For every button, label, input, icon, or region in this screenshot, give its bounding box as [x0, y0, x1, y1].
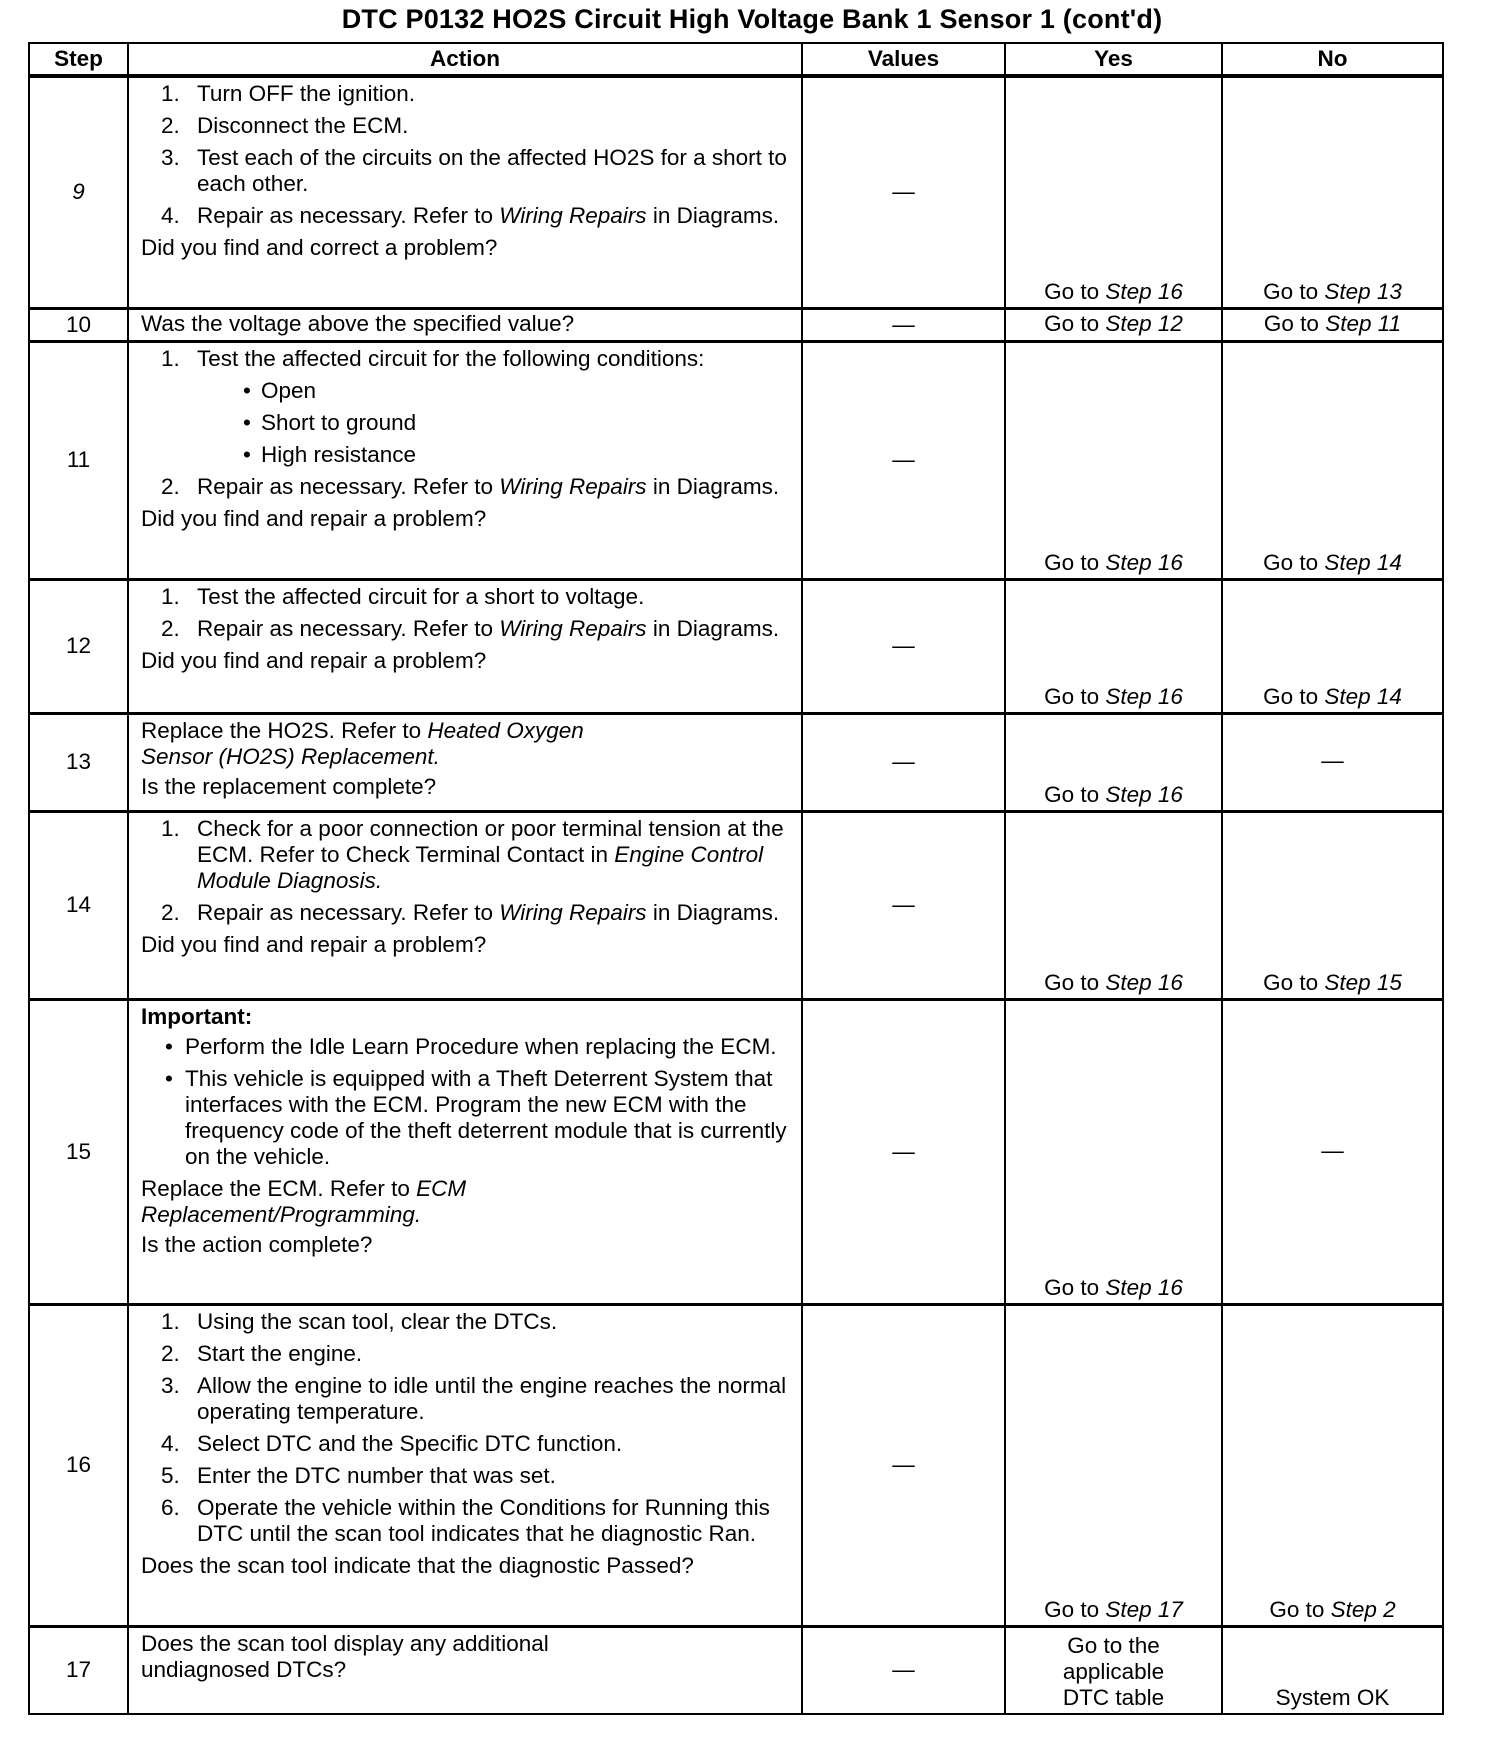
table-row-step-11	[29, 341, 1443, 579]
action-cell	[128, 1304, 802, 1626]
values-cell: —	[802, 713, 1005, 811]
step-text: in Diagrams.	[646, 473, 780, 499]
table-row-step-16	[29, 1304, 1443, 1626]
step-index: 4.	[161, 203, 180, 228]
step-text: in Diagrams.	[646, 615, 780, 641]
step-index: 2.	[161, 113, 180, 138]
action-step	[141, 1431, 795, 1457]
action-step	[141, 1495, 795, 1547]
action-step	[141, 346, 795, 468]
action-step	[141, 203, 795, 229]
step-index: 1.	[161, 815, 180, 841]
step-index: 3.	[161, 145, 180, 170]
reference-link-text: Wiring Repairs	[499, 473, 647, 499]
step-number: 10	[29, 308, 128, 341]
step-index: 5.	[161, 1462, 180, 1488]
action-cell	[128, 579, 802, 713]
action-cell	[128, 1626, 802, 1714]
step-index: 1.	[161, 1308, 180, 1334]
diagnostic-table	[28, 42, 1444, 1715]
step-reference: Step 11	[1325, 310, 1402, 336]
yes-cell	[1005, 308, 1222, 341]
step-reference: Step 15	[1324, 969, 1402, 995]
action-steps	[141, 81, 795, 229]
question-text: Is the replacement complete?	[141, 773, 437, 799]
action-step	[141, 900, 795, 926]
question-text: Is the action complete?	[141, 1231, 373, 1257]
table-header-row	[29, 43, 1443, 76]
reference-link-text: Wiring Repairs	[499, 203, 647, 228]
yes-cell: Go to the applicable DTC table	[1005, 1626, 1222, 1714]
action-step	[141, 474, 795, 500]
header-action: Action	[128, 43, 802, 76]
action-steps	[141, 346, 795, 500]
action-step	[141, 616, 795, 642]
question-text: Did you find and repair a problem?	[141, 505, 487, 531]
step-reference: Step 14	[1324, 683, 1402, 709]
condition-list	[197, 378, 795, 468]
condition-item: • Short to ground	[197, 410, 795, 436]
header-yes: Yes	[1005, 43, 1222, 76]
step-index: 3.	[161, 1372, 180, 1398]
question-text: Did you find and repair a problem?	[141, 647, 487, 673]
step-index: 2.	[161, 1340, 180, 1366]
no-cell	[1222, 1304, 1443, 1626]
values-cell: —	[802, 1304, 1005, 1626]
values-cell: —	[802, 811, 1005, 999]
header-step: Step	[29, 43, 128, 76]
action-steps	[141, 816, 795, 926]
step-number: 13	[29, 713, 128, 811]
reference-link-text: Wiring Repairs	[499, 899, 647, 925]
values-cell: —	[802, 76, 1005, 308]
step-index: 1.	[161, 583, 180, 609]
goto-text: Go to	[1044, 1596, 1106, 1622]
action-cell	[128, 341, 802, 579]
goto-text: Go to	[1044, 969, 1106, 995]
important-notes	[141, 1034, 795, 1170]
action-step	[141, 113, 795, 139]
question-text: Did you find and correct a problem?	[141, 235, 498, 260]
yes-cell	[1005, 579, 1222, 713]
step-number: 9	[29, 76, 128, 308]
action-cell	[128, 999, 802, 1304]
no-cell: System OK	[1222, 1626, 1443, 1714]
goto-text: Go to	[1269, 1596, 1331, 1622]
important-note: • Perform the Idle Learn Procedure when replacing the ECM.	[141, 1034, 795, 1060]
action-step	[141, 816, 795, 894]
step-reference: Step 16	[1105, 1274, 1183, 1300]
action-step	[141, 81, 795, 107]
no-cell	[1222, 341, 1443, 579]
step-text: Repair as necessary. Refer to	[197, 203, 500, 228]
step-reference: Step 12	[1105, 310, 1183, 336]
goto-text: Go to	[1044, 683, 1106, 709]
question-text: Does the scan tool display any additional undiagnosed DTCs?	[141, 1630, 549, 1682]
goto-text: Go to	[1044, 781, 1106, 807]
action-text	[141, 1176, 601, 1228]
goto-text: Go to	[1044, 310, 1106, 336]
table-row-step-15	[29, 999, 1443, 1304]
values-cell: —	[802, 1626, 1005, 1714]
action-text-plain: Replace the HO2S. Refer to	[141, 717, 428, 743]
step-text: Turn OFF the ignition.	[197, 81, 416, 106]
step-text: Repair as necessary. Refer to	[197, 473, 500, 499]
header-values: Values	[802, 43, 1005, 76]
step-index: 2.	[161, 473, 180, 499]
step-number: 17	[29, 1626, 128, 1714]
step-number: 14	[29, 811, 128, 999]
goto-text: Go to	[1263, 278, 1325, 304]
action-cell	[128, 308, 802, 341]
step-text: Operate the vehicle within the Conditions for Running this DTC until the scan tool indicates that he diagnostic Ran.	[197, 1494, 770, 1546]
condition-item: • High resistance	[197, 442, 795, 468]
no-cell	[1222, 579, 1443, 713]
step-text: Test each of the circuits on the affected HO2S for a short to each other.	[197, 145, 787, 196]
step-text: Test the affected circuit for a short to voltage.	[197, 583, 645, 609]
yes-cell	[1005, 999, 1222, 1304]
question-text: Was the voltage above the specified value?	[141, 310, 575, 336]
action-cell	[128, 713, 802, 811]
action-step	[141, 1341, 795, 1367]
step-text: in Diagrams.	[646, 899, 780, 925]
reference-link-text: Engine Control Module Diagnosis.	[197, 841, 764, 893]
step-reference: Step 16	[1105, 683, 1183, 709]
step-index: 1.	[161, 81, 180, 106]
no-cell: —	[1222, 713, 1443, 811]
goto-text: Go to	[1263, 310, 1326, 336]
step-reference: Step 14	[1324, 549, 1402, 575]
values-cell: —	[802, 308, 1005, 341]
important-label: Important:	[141, 1003, 253, 1029]
table-row-step-12	[29, 579, 1443, 713]
values-cell: —	[802, 579, 1005, 713]
yes-cell	[1005, 713, 1222, 811]
table-row-step-17	[29, 1626, 1443, 1714]
action-step	[141, 1309, 795, 1335]
step-number: 16	[29, 1304, 128, 1626]
action-text-plain: Replace the ECM. Refer to	[141, 1175, 417, 1201]
step-reference: Step 16	[1105, 549, 1183, 575]
goto-text: Go to	[1263, 969, 1325, 995]
action-step	[141, 584, 795, 610]
step-index: 2.	[161, 899, 180, 925]
goto-text: Go to	[1263, 683, 1325, 709]
table-row-step-9	[29, 76, 1443, 308]
step-text: Allow the engine to idle until the engine reaches the normal operating temperature.	[197, 1372, 787, 1424]
action-step	[141, 1373, 795, 1425]
action-steps	[141, 584, 795, 642]
step-text: Repair as necessary. Refer to	[197, 615, 500, 641]
step-text: Disconnect the ECM.	[197, 113, 409, 138]
yes-cell	[1005, 1304, 1222, 1626]
question-text: Did you find and repair a problem?	[141, 931, 487, 957]
step-number: 15	[29, 999, 128, 1304]
values-cell: —	[802, 341, 1005, 579]
step-index: 4.	[161, 1430, 180, 1456]
important-note: • This vehicle is equipped with a Theft Deterrent System that interfaces with the ECM. Program the new ECM with the frequency code of the theft deterrent module that is currently on the vehicle.	[141, 1066, 795, 1170]
action-text	[141, 718, 641, 770]
step-reference: Step 16	[1105, 781, 1183, 807]
table-row-step-13	[29, 713, 1443, 811]
step-number: 11	[29, 341, 128, 579]
header-no: No	[1222, 43, 1443, 76]
action-cell	[128, 76, 802, 308]
reference-link-text: Wiring Repairs	[499, 615, 647, 641]
action-cell	[128, 811, 802, 999]
values-cell: —	[802, 999, 1005, 1304]
step-index: 1.	[161, 345, 180, 371]
yes-cell	[1005, 811, 1222, 999]
goto-text: Go to	[1263, 549, 1325, 575]
no-cell: —	[1222, 999, 1443, 1304]
yes-cell	[1005, 76, 1222, 308]
no-cell	[1222, 308, 1443, 341]
step-text: Using the scan tool, clear the DTCs.	[197, 1308, 558, 1334]
goto-text: Go to	[1044, 1274, 1106, 1300]
question-text: Does the scan tool indicate that the diagnostic Passed?	[141, 1552, 694, 1578]
no-cell	[1222, 811, 1443, 999]
table-row-step-14	[29, 811, 1443, 999]
step-text: Enter the DTC number that was set.	[197, 1462, 556, 1488]
step-number: 12	[29, 579, 128, 713]
no-cell	[1222, 76, 1443, 308]
yes-cell	[1005, 341, 1222, 579]
reference-link-text: Heated Oxygen Sensor (HO2S) Replacement.	[141, 717, 584, 769]
step-text: in Diagrams.	[646, 203, 780, 228]
step-reference: Step 2	[1330, 1596, 1396, 1622]
step-reference: Step 16	[1105, 969, 1183, 995]
step-index: 2.	[161, 615, 180, 641]
step-reference: Step 17	[1105, 1596, 1183, 1622]
reference-link-text: ECM Replacement/Programming.	[141, 1175, 467, 1227]
goto-text: Go to	[1044, 278, 1106, 304]
condition-item: • Open	[197, 378, 795, 404]
page-title: DTC P0132 HO2S Circuit High Voltage Bank 1 Sensor 1 (cont'd)	[341, 4, 1163, 34]
step-index: 6.	[161, 1494, 180, 1520]
action-steps	[141, 1309, 795, 1547]
action-step	[141, 145, 795, 197]
step-text: Select DTC and the Specific DTC function.	[197, 1430, 623, 1456]
table-row-step-10	[29, 308, 1443, 341]
action-step	[141, 1463, 795, 1489]
step-text: Start the engine.	[197, 1340, 363, 1366]
step-text: Check for a poor connection or poor terminal tension at the ECM. Refer to Check Terminal Contact in	[197, 815, 784, 867]
step-reference: Step 13	[1324, 278, 1402, 304]
step-text: Test the affected circuit for the following conditions:	[197, 345, 705, 371]
step-text: Repair as necessary. Refer to	[197, 899, 500, 925]
step-reference: Step 16	[1105, 278, 1183, 304]
goto-text: Go to	[1044, 549, 1106, 575]
